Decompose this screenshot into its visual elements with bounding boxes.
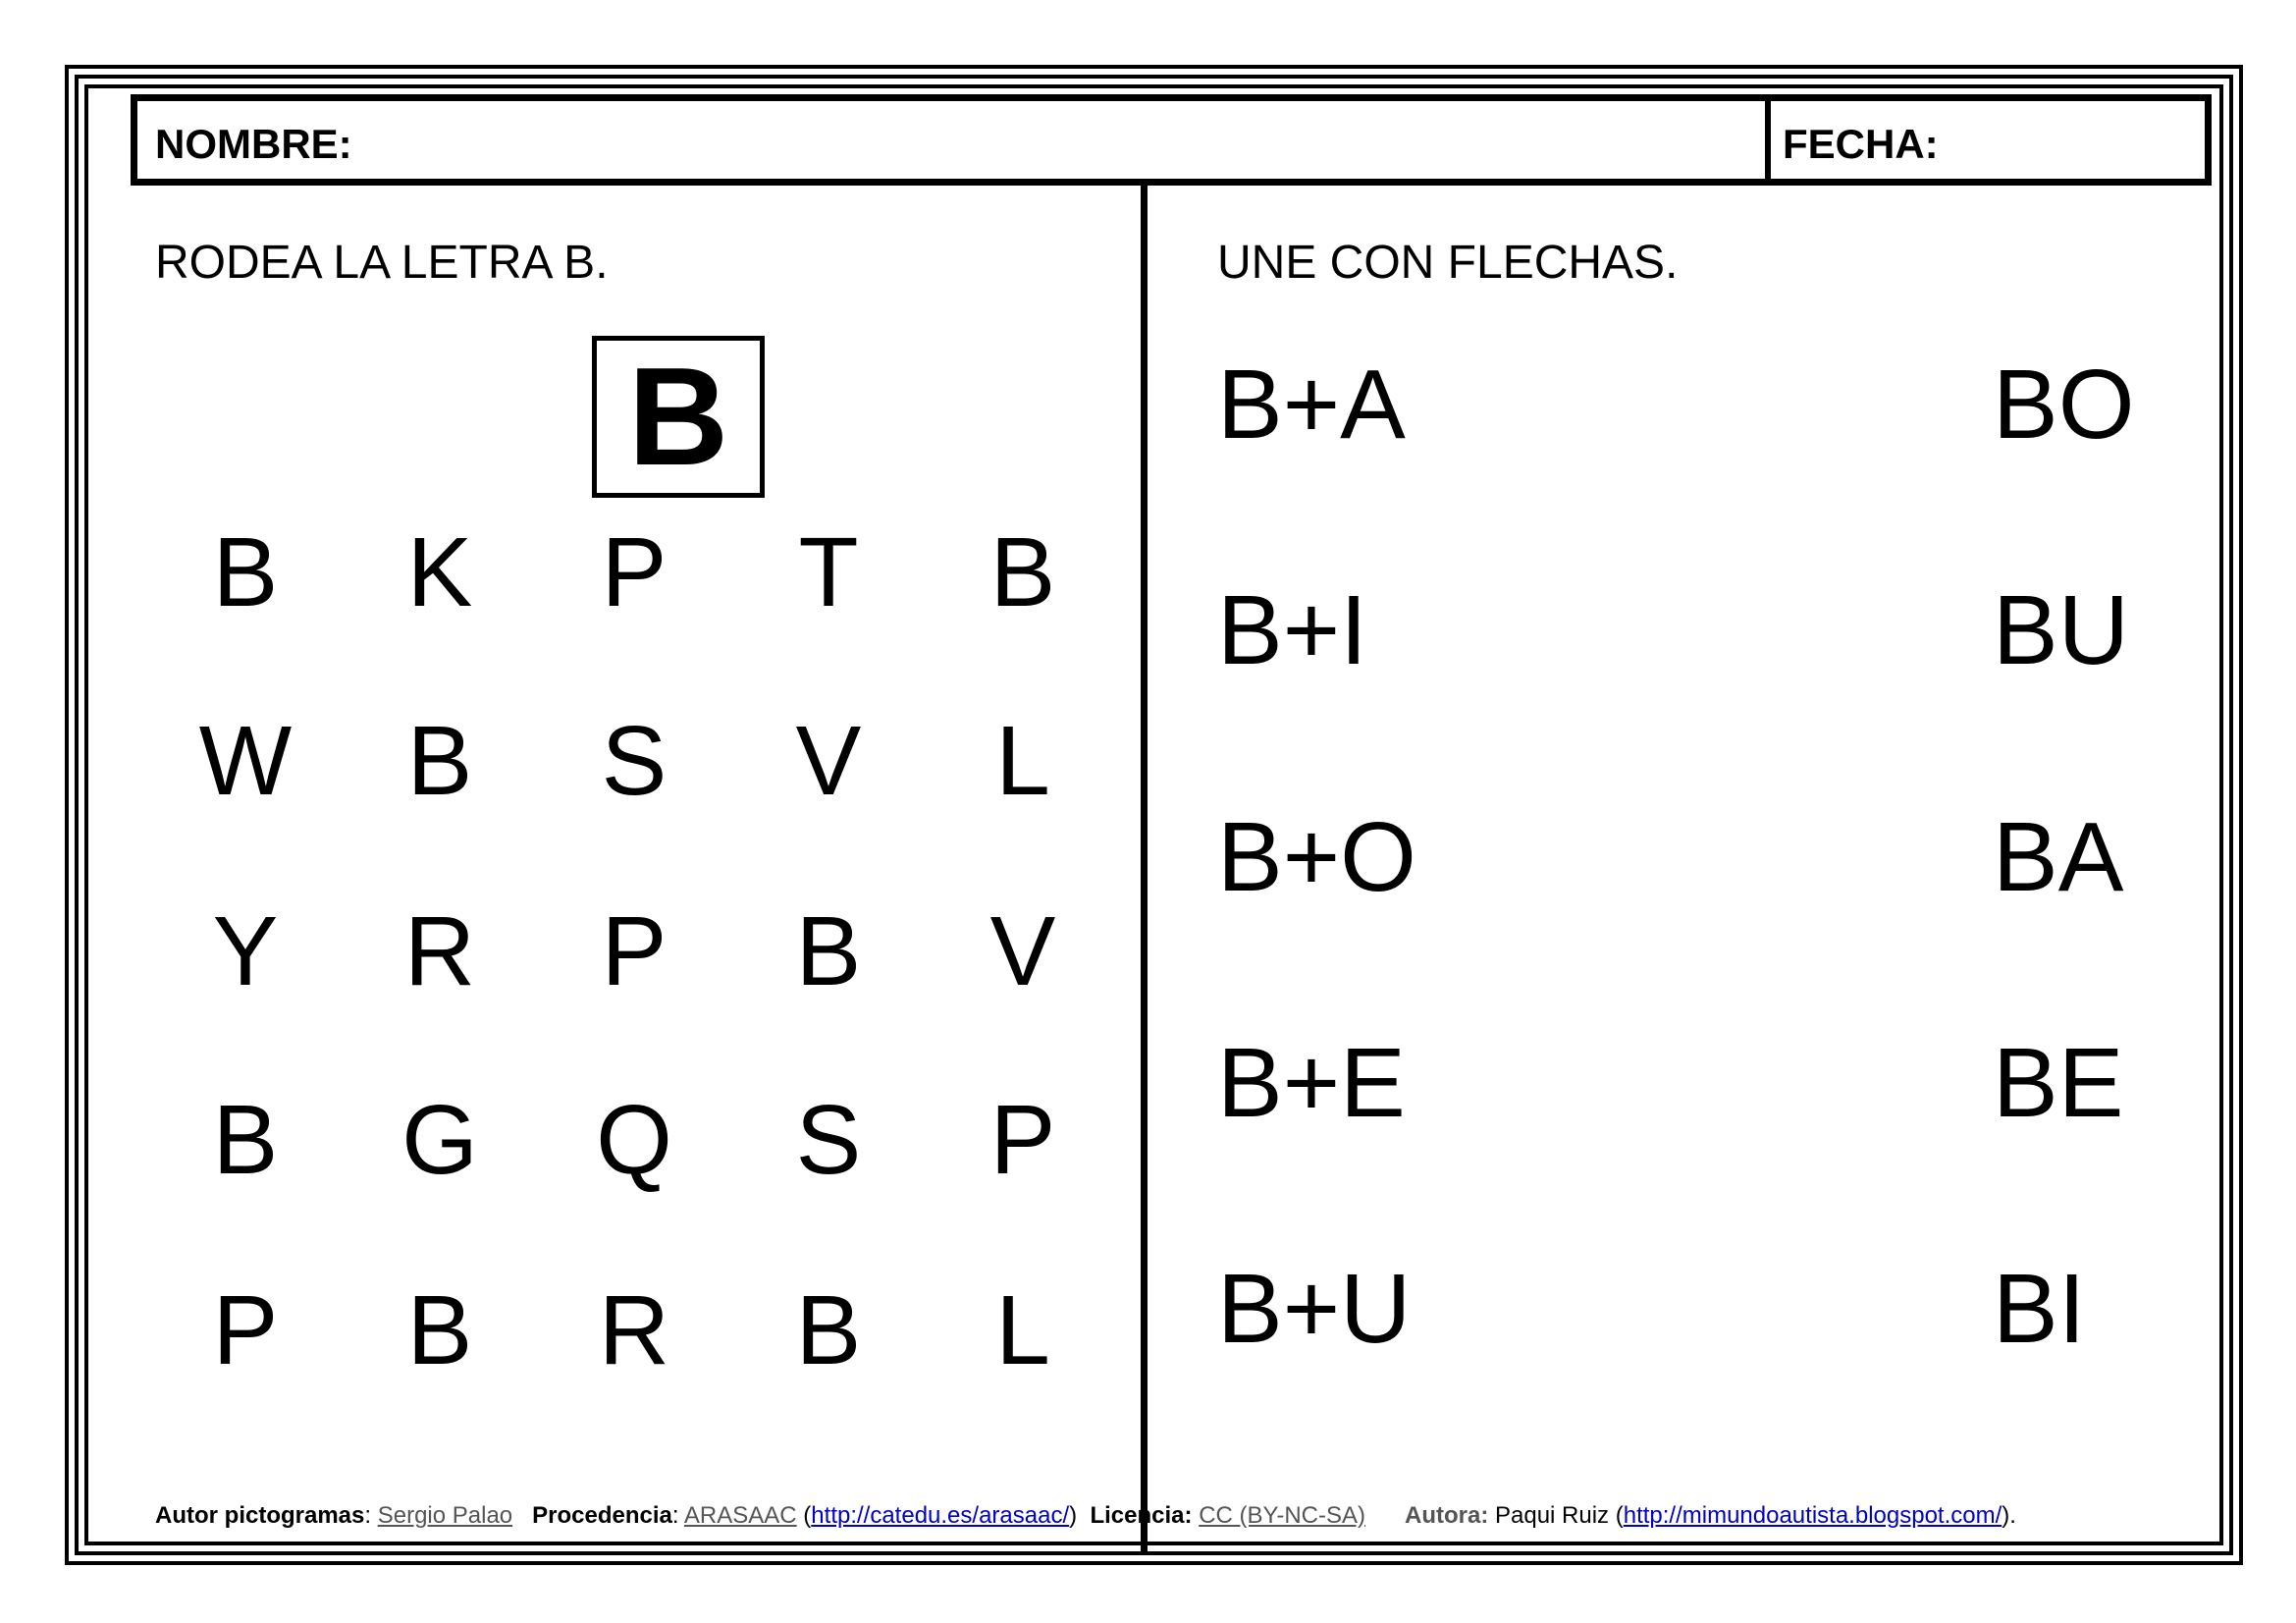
syllable-right-item[interactable]: BE [1993,1028,2124,1138]
authora-name: Paqui Ruiz ( [1488,1502,1624,1529]
date-label: FECHA: [1783,121,1939,167]
syllable-right-item[interactable]: BU [1993,575,2129,685]
instruction-match-arrows: UNE CON FLECHAS. [1217,237,1679,289]
grid-letter[interactable]: S [795,1085,862,1195]
syllable-left-item[interactable]: B+I [1217,575,1367,685]
grid-letter[interactable]: W [198,706,293,816]
grid-letter[interactable]: Y [212,896,279,1006]
grid-letter[interactable]: L [995,1275,1050,1385]
name-label: NOMBRE: [155,121,352,167]
name-date-header [131,94,2212,186]
license-label: Licencia: [1090,1502,1193,1529]
source-open: ( [796,1502,812,1529]
authora-close: ). [2002,1502,2016,1529]
grid-letter[interactable]: P [989,1085,1056,1195]
author-label: Autor pictogramas [155,1502,365,1529]
source-link[interactable]: ARASAAC [683,1502,797,1529]
grid-letter[interactable]: Q [596,1085,672,1195]
syllable-left-item[interactable]: B+U [1217,1254,1412,1364]
syllable-right-item[interactable]: BA [1993,802,2124,912]
grid-letter[interactable]: P [601,896,667,1006]
grid-letter[interactable]: B [989,517,1056,627]
grid-letter[interactable]: S [601,706,667,816]
source-url-link[interactable]: http://catedu.es/arasaac/ [811,1502,1070,1529]
grid-letter[interactable]: B [406,706,473,816]
grid-letter[interactable]: V [795,706,862,816]
section-divider [1141,186,1148,1555]
syllable-left-item[interactable]: B+A [1217,350,1406,460]
grid-letter[interactable]: P [601,517,667,627]
grid-letter[interactable]: L [995,706,1050,816]
grid-letter[interactable]: R [403,896,476,1006]
credits-line [155,1502,2016,1530]
syllable-right-item[interactable]: BO [1993,350,2135,460]
grid-letter[interactable]: B [795,1275,862,1385]
instruction-circle-letter: RODEA LA LETRA B. [155,237,609,289]
header-separator [1765,101,1771,179]
grid-letter[interactable]: G [401,1085,478,1195]
authora-url-link[interactable]: http://mimundoautista.blogspot.com/ [1623,1502,2002,1529]
author-sep: : [364,1502,378,1529]
grid-letter[interactable]: B [212,1085,279,1195]
source-label: Procedencia [532,1502,672,1529]
grid-letter[interactable]: R [598,1275,670,1385]
grid-letter[interactable]: K [406,517,473,627]
syllable-right-item[interactable]: BI [1993,1254,2086,1364]
target-letter-box: B [592,336,765,498]
syllable-left-item[interactable]: B+E [1217,1028,1406,1138]
grid-letter[interactable]: P [212,1275,279,1385]
grid-letter[interactable]: B [406,1275,473,1385]
syllable-left-item[interactable]: B+O [1217,802,1416,912]
author-link[interactable]: Sergio Palao [377,1502,513,1529]
grid-letter[interactable]: B [212,517,279,627]
grid-letter[interactable]: B [795,896,862,1006]
grid-letter[interactable]: V [989,896,1056,1006]
source-sep: : [671,1502,684,1529]
grid-letter[interactable]: T [798,517,859,627]
authora-label: Autora: [1405,1502,1489,1529]
license-link[interactable]: CC (BY-NC-SA) [1199,1502,1365,1529]
source-close: ) [1069,1502,1078,1529]
